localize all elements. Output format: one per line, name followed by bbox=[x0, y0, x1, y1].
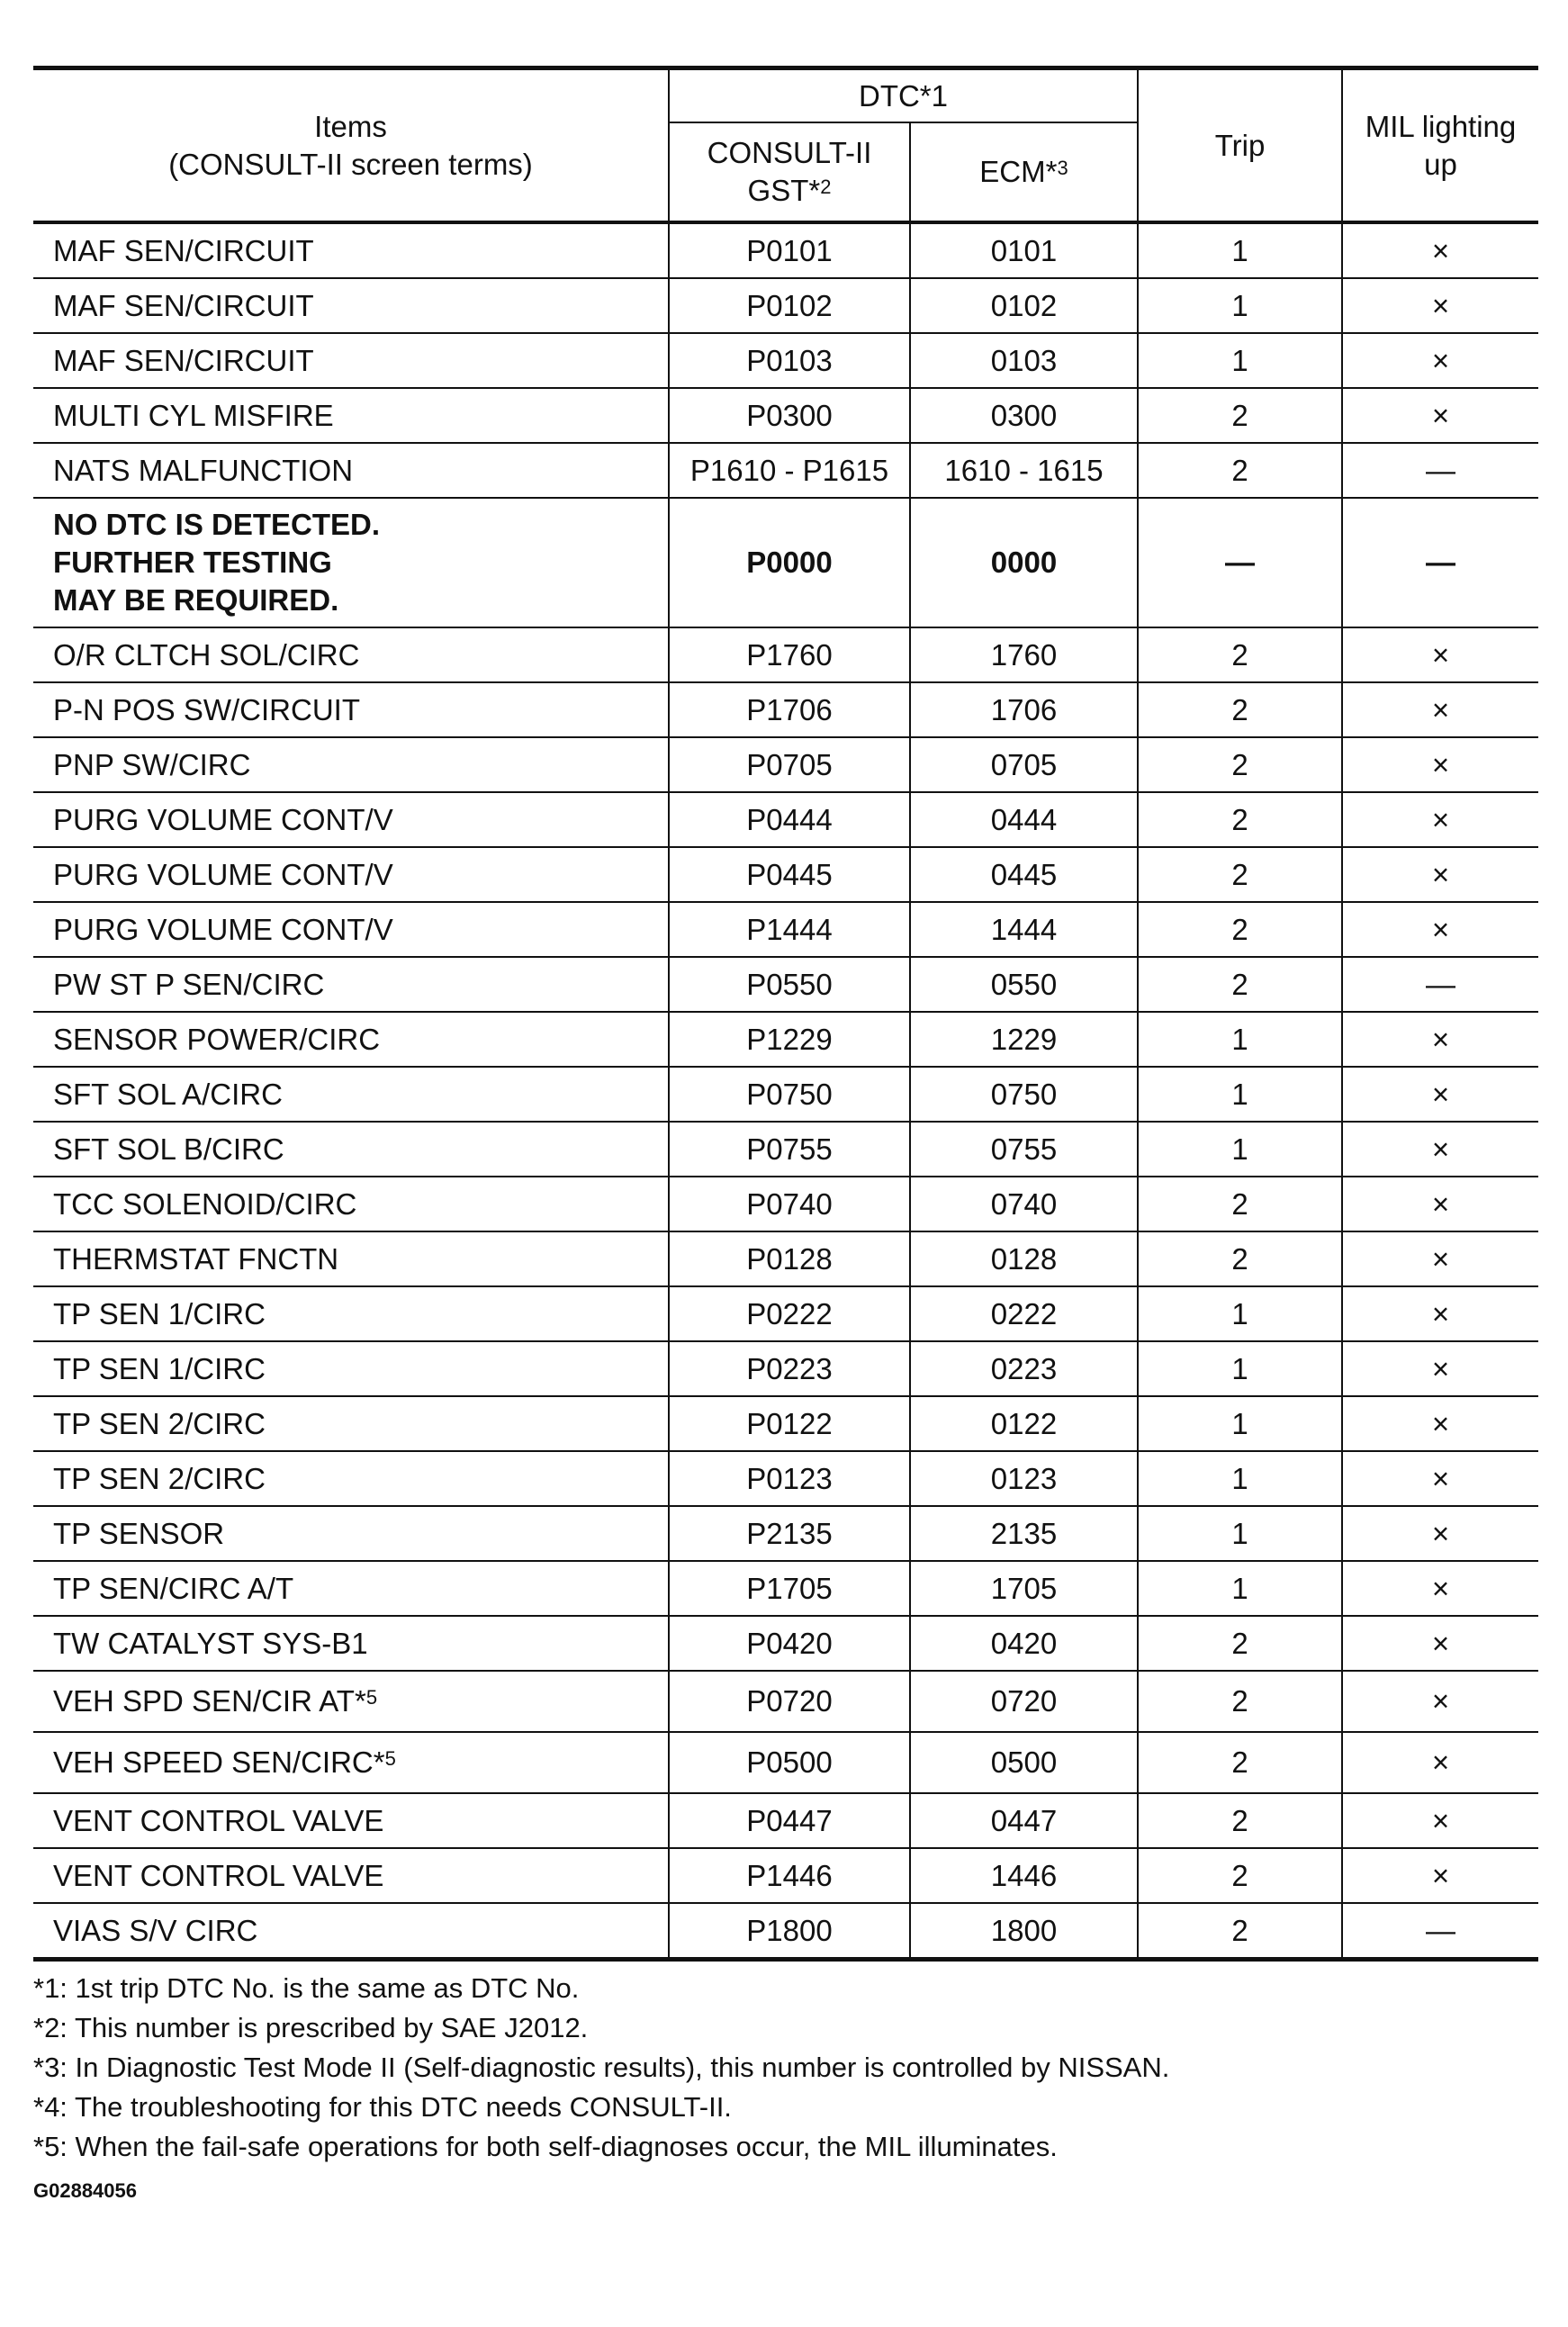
cell-mil: × bbox=[1342, 902, 1538, 957]
cell-consult: P0122 bbox=[669, 1396, 910, 1451]
table-row bbox=[33, 1903, 1538, 1960]
cell-consult: P0103 bbox=[669, 333, 910, 388]
cell-item bbox=[33, 847, 669, 902]
cell-consult: P0447 bbox=[669, 1793, 910, 1848]
table-row bbox=[33, 222, 1538, 278]
table-header bbox=[33, 68, 1538, 223]
cell-ecm: 0720 bbox=[910, 1671, 1138, 1732]
cell-consult: P1800 bbox=[669, 1903, 910, 1960]
cell-consult: P0445 bbox=[669, 847, 910, 902]
table-row bbox=[33, 1616, 1538, 1671]
cell-trip: 1 bbox=[1138, 1506, 1342, 1561]
cell-ecm: 1446 bbox=[910, 1848, 1138, 1903]
table-row bbox=[33, 498, 1538, 627]
cell-trip: 2 bbox=[1138, 682, 1342, 737]
cell-mil: × bbox=[1342, 1848, 1538, 1903]
cell-item bbox=[33, 737, 669, 792]
cell-mil: × bbox=[1342, 1732, 1538, 1793]
cell-mil: × bbox=[1342, 1451, 1538, 1506]
table-row bbox=[33, 1451, 1538, 1506]
table-row bbox=[33, 627, 1538, 682]
cell-trip: 1 bbox=[1138, 1286, 1342, 1341]
cell-consult: P1610 - P1615 bbox=[669, 443, 910, 498]
cell-item-text: VIAS S/V CIRC bbox=[53, 1913, 258, 1947]
cell-mil: × bbox=[1342, 792, 1538, 847]
cell-item-text: TW CATALYST SYS-B1 bbox=[53, 1626, 368, 1660]
cell-item-text: PW ST P SEN/CIRC bbox=[53, 967, 325, 1001]
table-row bbox=[33, 847, 1538, 902]
cell-mil: × bbox=[1342, 1231, 1538, 1286]
cell-ecm: 1444 bbox=[910, 902, 1138, 957]
table-row bbox=[33, 1341, 1538, 1396]
cell-consult: P1706 bbox=[669, 682, 910, 737]
cell-item bbox=[33, 1286, 669, 1341]
cell-trip: 1 bbox=[1138, 1341, 1342, 1396]
header-items-line2: (CONSULT-II screen terms) bbox=[168, 147, 533, 181]
cell-trip: 2 bbox=[1138, 443, 1342, 498]
cell-ecm: 0300 bbox=[910, 388, 1138, 443]
cell-item bbox=[33, 388, 669, 443]
cell-trip: 2 bbox=[1138, 902, 1342, 957]
table-row bbox=[33, 333, 1538, 388]
header-consult bbox=[669, 122, 910, 222]
document-page bbox=[33, 66, 1538, 2203]
cell-mil: — bbox=[1342, 957, 1538, 1012]
table-row bbox=[33, 792, 1538, 847]
header-items-line1: Items bbox=[314, 109, 387, 143]
cell-ecm: 0223 bbox=[910, 1341, 1138, 1396]
cell-item-text: SENSOR POWER/CIRC bbox=[53, 1022, 381, 1056]
table-row bbox=[33, 1506, 1538, 1561]
footnote: *3: In Diagnostic Test Mode II (Self-diagnostic results), this number is controlled by NISSAN. bbox=[33, 2052, 1170, 2083]
cell-item bbox=[33, 1732, 669, 1793]
header-consult-gst: GST* bbox=[747, 174, 821, 207]
cell-ecm: 0000 bbox=[910, 498, 1138, 627]
header-trip: Trip bbox=[1138, 68, 1342, 223]
cell-trip: 1 bbox=[1138, 333, 1342, 388]
cell-item-text: SFT SOL A/CIRC bbox=[53, 1077, 283, 1111]
cell-item-text: VENT CONTROL VALVE bbox=[53, 1858, 384, 1892]
cell-trip: — bbox=[1138, 498, 1342, 627]
header-dtc: DTC*1 bbox=[669, 68, 1138, 123]
cell-consult: P0500 bbox=[669, 1732, 910, 1793]
cell-item bbox=[33, 1231, 669, 1286]
cell-mil: × bbox=[1342, 1177, 1538, 1231]
cell-item-text: PNP SW/CIRC bbox=[53, 747, 251, 781]
cell-mil: × bbox=[1342, 1122, 1538, 1177]
cell-mil: × bbox=[1342, 1012, 1538, 1067]
cell-trip: 2 bbox=[1138, 627, 1342, 682]
cell-trip: 2 bbox=[1138, 1732, 1342, 1793]
cell-item bbox=[33, 792, 669, 847]
cell-trip: 2 bbox=[1138, 388, 1342, 443]
cell-trip: 2 bbox=[1138, 1616, 1342, 1671]
cell-item-text: P-N POS SW/CIRCUIT bbox=[53, 692, 361, 726]
cell-consult: P1705 bbox=[669, 1561, 910, 1616]
cell-consult: P1446 bbox=[669, 1848, 910, 1903]
cell-mil: × bbox=[1342, 278, 1538, 333]
cell-consult: P1760 bbox=[669, 627, 910, 682]
table-row bbox=[33, 737, 1538, 792]
cell-item bbox=[33, 682, 669, 737]
cell-trip: 1 bbox=[1138, 1396, 1342, 1451]
cell-item-text: MAF SEN/CIRCUIT bbox=[53, 233, 314, 267]
cell-ecm: 1610 - 1615 bbox=[910, 443, 1138, 498]
cell-ecm: 1705 bbox=[910, 1561, 1138, 1616]
cell-consult: P0128 bbox=[669, 1231, 910, 1286]
cell-consult: P0550 bbox=[669, 957, 910, 1012]
cell-ecm: 0420 bbox=[910, 1616, 1138, 1671]
cell-ecm: 0128 bbox=[910, 1231, 1138, 1286]
table-row bbox=[33, 1732, 1538, 1793]
cell-consult: P0444 bbox=[669, 792, 910, 847]
cell-trip: 2 bbox=[1138, 737, 1342, 792]
cell-item bbox=[33, 443, 669, 498]
cell-consult: P0223 bbox=[669, 1341, 910, 1396]
cell-item-text: MAF SEN/CIRCUIT bbox=[53, 343, 314, 377]
cell-item-text: SFT SOL B/CIRC bbox=[53, 1132, 284, 1166]
cell-trip: 2 bbox=[1138, 1177, 1342, 1231]
cell-consult: P0705 bbox=[669, 737, 910, 792]
cell-consult: P0102 bbox=[669, 278, 910, 333]
cell-item bbox=[33, 1177, 669, 1231]
cell-item bbox=[33, 1067, 669, 1122]
cell-item-text: VENT CONTROL VALVE bbox=[53, 1803, 384, 1837]
cell-mil: — bbox=[1342, 1903, 1538, 1960]
cell-consult: P1444 bbox=[669, 902, 910, 957]
cell-trip: 2 bbox=[1138, 957, 1342, 1012]
table-row bbox=[33, 902, 1538, 957]
cell-mil: × bbox=[1342, 1506, 1538, 1561]
header-consult-line2 bbox=[679, 172, 900, 210]
cell-consult: P0720 bbox=[669, 1671, 910, 1732]
cell-item bbox=[33, 1506, 669, 1561]
cell-trip: 2 bbox=[1138, 1231, 1342, 1286]
table-row bbox=[33, 388, 1538, 443]
header-ecm-label: ECM* bbox=[979, 155, 1058, 188]
table-row bbox=[33, 682, 1538, 737]
cell-item-text: NATS MALFUNCTION bbox=[53, 453, 354, 487]
cell-trip: 2 bbox=[1138, 1848, 1342, 1903]
cell-mil: × bbox=[1342, 627, 1538, 682]
cell-item-line: FURTHER TESTING bbox=[53, 546, 332, 579]
cell-item bbox=[33, 1451, 669, 1506]
cell-mil: × bbox=[1342, 1793, 1538, 1848]
cell-item-text: PURG VOLUME CONT/V bbox=[53, 802, 393, 836]
cell-item-line: MAY BE REQUIRED. bbox=[53, 583, 339, 617]
cell-ecm: 0101 bbox=[910, 222, 1138, 278]
table-row bbox=[33, 1848, 1538, 1903]
cell-item bbox=[33, 1793, 669, 1848]
cell-ecm: 0103 bbox=[910, 333, 1138, 388]
cell-ecm: 1229 bbox=[910, 1012, 1138, 1067]
table-row bbox=[33, 1177, 1538, 1231]
cell-trip: 1 bbox=[1138, 1451, 1342, 1506]
cell-item bbox=[33, 222, 669, 278]
cell-consult: P2135 bbox=[669, 1506, 910, 1561]
cell-mil: × bbox=[1342, 1671, 1538, 1732]
cell-ecm: 0122 bbox=[910, 1396, 1138, 1451]
cell-trip: 1 bbox=[1138, 1067, 1342, 1122]
cell-consult: P0300 bbox=[669, 388, 910, 443]
cell-mil: × bbox=[1342, 1286, 1538, 1341]
header-consult-sup: 2 bbox=[820, 176, 832, 198]
cell-item-text: TP SENSOR bbox=[53, 1516, 225, 1550]
header-consult-line1: CONSULT-II bbox=[707, 136, 872, 169]
figure-id: G02884056 bbox=[33, 2179, 137, 2202]
cell-ecm: 1760 bbox=[910, 627, 1138, 682]
cell-mil: × bbox=[1342, 1616, 1538, 1671]
cell-item-text: PURG VOLUME CONT/V bbox=[53, 912, 393, 946]
cell-consult: P0101 bbox=[669, 222, 910, 278]
header-ecm-sup: 3 bbox=[1057, 157, 1068, 179]
cell-consult: P0123 bbox=[669, 1451, 910, 1506]
cell-ecm: 1706 bbox=[910, 682, 1138, 737]
cell-item bbox=[33, 1012, 669, 1067]
cell-mil: × bbox=[1342, 737, 1538, 792]
cell-ecm: 0755 bbox=[910, 1122, 1138, 1177]
cell-mil: × bbox=[1342, 388, 1538, 443]
cell-trip: 2 bbox=[1138, 847, 1342, 902]
cell-item-text: TP SEN 2/CIRC bbox=[53, 1406, 266, 1440]
cell-trip: 2 bbox=[1138, 1903, 1342, 1960]
cell-item bbox=[33, 1671, 669, 1732]
cell-trip: 1 bbox=[1138, 1561, 1342, 1616]
cell-item bbox=[33, 498, 669, 627]
cell-item bbox=[33, 902, 669, 957]
cell-ecm: 0123 bbox=[910, 1451, 1138, 1506]
cell-item-text: VEH SPEED SEN/CIRC* bbox=[53, 1745, 385, 1779]
cell-mil: × bbox=[1342, 847, 1538, 902]
cell-consult: P0222 bbox=[669, 1286, 910, 1341]
cell-item bbox=[33, 627, 669, 682]
cell-mil: × bbox=[1342, 682, 1538, 737]
table-body bbox=[33, 222, 1538, 1960]
table-row bbox=[33, 1231, 1538, 1286]
table-row bbox=[33, 957, 1538, 1012]
footnote: *2: This number is prescribed by SAE J2012. bbox=[33, 2012, 589, 2043]
cell-item-line: NO DTC IS DETECTED. bbox=[53, 508, 381, 541]
header-mil-line1: MIL lighting bbox=[1365, 109, 1517, 143]
table-row bbox=[33, 278, 1538, 333]
cell-consult: P0000 bbox=[669, 498, 910, 627]
footnote: *5: When the fail-safe operations for both self-diagnoses occur, the MIL illuminates. bbox=[33, 2131, 1058, 2162]
cell-ecm: 0750 bbox=[910, 1067, 1138, 1122]
cell-mil: × bbox=[1342, 222, 1538, 278]
cell-item bbox=[33, 1396, 669, 1451]
cell-trip: 2 bbox=[1138, 1671, 1342, 1732]
cell-trip: 1 bbox=[1138, 1122, 1342, 1177]
footnotes bbox=[33, 1969, 1538, 2167]
table-row bbox=[33, 1561, 1538, 1616]
footnote: *1: 1st trip DTC No. is the same as DTC No. bbox=[33, 1972, 580, 2004]
cell-consult: P1229 bbox=[669, 1012, 910, 1067]
cell-consult: P0420 bbox=[669, 1616, 910, 1671]
table-row bbox=[33, 1012, 1538, 1067]
cell-ecm: 0705 bbox=[910, 737, 1138, 792]
cell-trip: 2 bbox=[1138, 792, 1342, 847]
cell-ecm: 0102 bbox=[910, 278, 1138, 333]
table-row bbox=[33, 1286, 1538, 1341]
cell-item-text: PURG VOLUME CONT/V bbox=[53, 857, 393, 891]
cell-item bbox=[33, 1848, 669, 1903]
cell-item-sup: 5 bbox=[384, 1747, 396, 1770]
cell-item-text: TP SEN 1/CIRC bbox=[53, 1351, 266, 1385]
cell-item-sup: 5 bbox=[365, 1686, 378, 1709]
cell-item-text: MAF SEN/CIRCUIT bbox=[53, 288, 314, 322]
cell-mil: — bbox=[1342, 498, 1538, 627]
cell-ecm: 0222 bbox=[910, 1286, 1138, 1341]
table-row bbox=[33, 443, 1538, 498]
cell-item-text: O/R CLTCH SOL/CIRC bbox=[53, 637, 360, 672]
cell-ecm: 0550 bbox=[910, 957, 1138, 1012]
table-row bbox=[33, 1396, 1538, 1451]
cell-item bbox=[33, 1616, 669, 1671]
cell-item-text: VEH SPD SEN/CIR AT* bbox=[53, 1684, 366, 1718]
dtc-table bbox=[33, 66, 1538, 1962]
cell-item bbox=[33, 1341, 669, 1396]
cell-ecm: 1800 bbox=[910, 1903, 1138, 1960]
header-items bbox=[33, 68, 669, 223]
cell-mil: × bbox=[1342, 1396, 1538, 1451]
table-row bbox=[33, 1067, 1538, 1122]
table-row bbox=[33, 1671, 1538, 1732]
cell-item bbox=[33, 1561, 669, 1616]
cell-trip: 2 bbox=[1138, 1793, 1342, 1848]
cell-consult: P0755 bbox=[669, 1122, 910, 1177]
cell-trip: 1 bbox=[1138, 222, 1342, 278]
cell-ecm: 0500 bbox=[910, 1732, 1138, 1793]
cell-mil: × bbox=[1342, 1067, 1538, 1122]
cell-item-text: THERMSTAT FNCTN bbox=[53, 1241, 339, 1276]
cell-ecm: 0447 bbox=[910, 1793, 1138, 1848]
table-row bbox=[33, 1122, 1538, 1177]
cell-mil: × bbox=[1342, 333, 1538, 388]
cell-item-text: TP SEN 2/CIRC bbox=[53, 1461, 266, 1495]
cell-ecm: 2135 bbox=[910, 1506, 1138, 1561]
footnote: *4: The troubleshooting for this DTC needs CONSULT-II. bbox=[33, 2091, 732, 2123]
cell-item-text: TP SEN 1/CIRC bbox=[53, 1296, 266, 1330]
cell-trip: 1 bbox=[1138, 278, 1342, 333]
cell-ecm: 0740 bbox=[910, 1177, 1138, 1231]
cell-consult: P0740 bbox=[669, 1177, 910, 1231]
cell-item bbox=[33, 333, 669, 388]
cell-mil: × bbox=[1342, 1341, 1538, 1396]
cell-item bbox=[33, 278, 669, 333]
cell-item-text: MULTI CYL MISFIRE bbox=[53, 398, 334, 432]
cell-item-text: TP SEN/CIRC A/T bbox=[53, 1571, 294, 1605]
cell-ecm: 0444 bbox=[910, 792, 1138, 847]
cell-ecm: 0445 bbox=[910, 847, 1138, 902]
cell-item bbox=[33, 1122, 669, 1177]
cell-trip: 1 bbox=[1138, 1012, 1342, 1067]
cell-consult: P0750 bbox=[669, 1067, 910, 1122]
cell-mil: — bbox=[1342, 443, 1538, 498]
header-ecm bbox=[910, 122, 1138, 222]
header-mil-line2: up bbox=[1424, 147, 1457, 181]
cell-item bbox=[33, 957, 669, 1012]
table-row bbox=[33, 1793, 1538, 1848]
cell-mil: × bbox=[1342, 1561, 1538, 1616]
cell-item-text: TCC SOLENOID/CIRC bbox=[53, 1186, 357, 1221]
header-mil bbox=[1342, 68, 1538, 223]
cell-item bbox=[33, 1903, 669, 1960]
